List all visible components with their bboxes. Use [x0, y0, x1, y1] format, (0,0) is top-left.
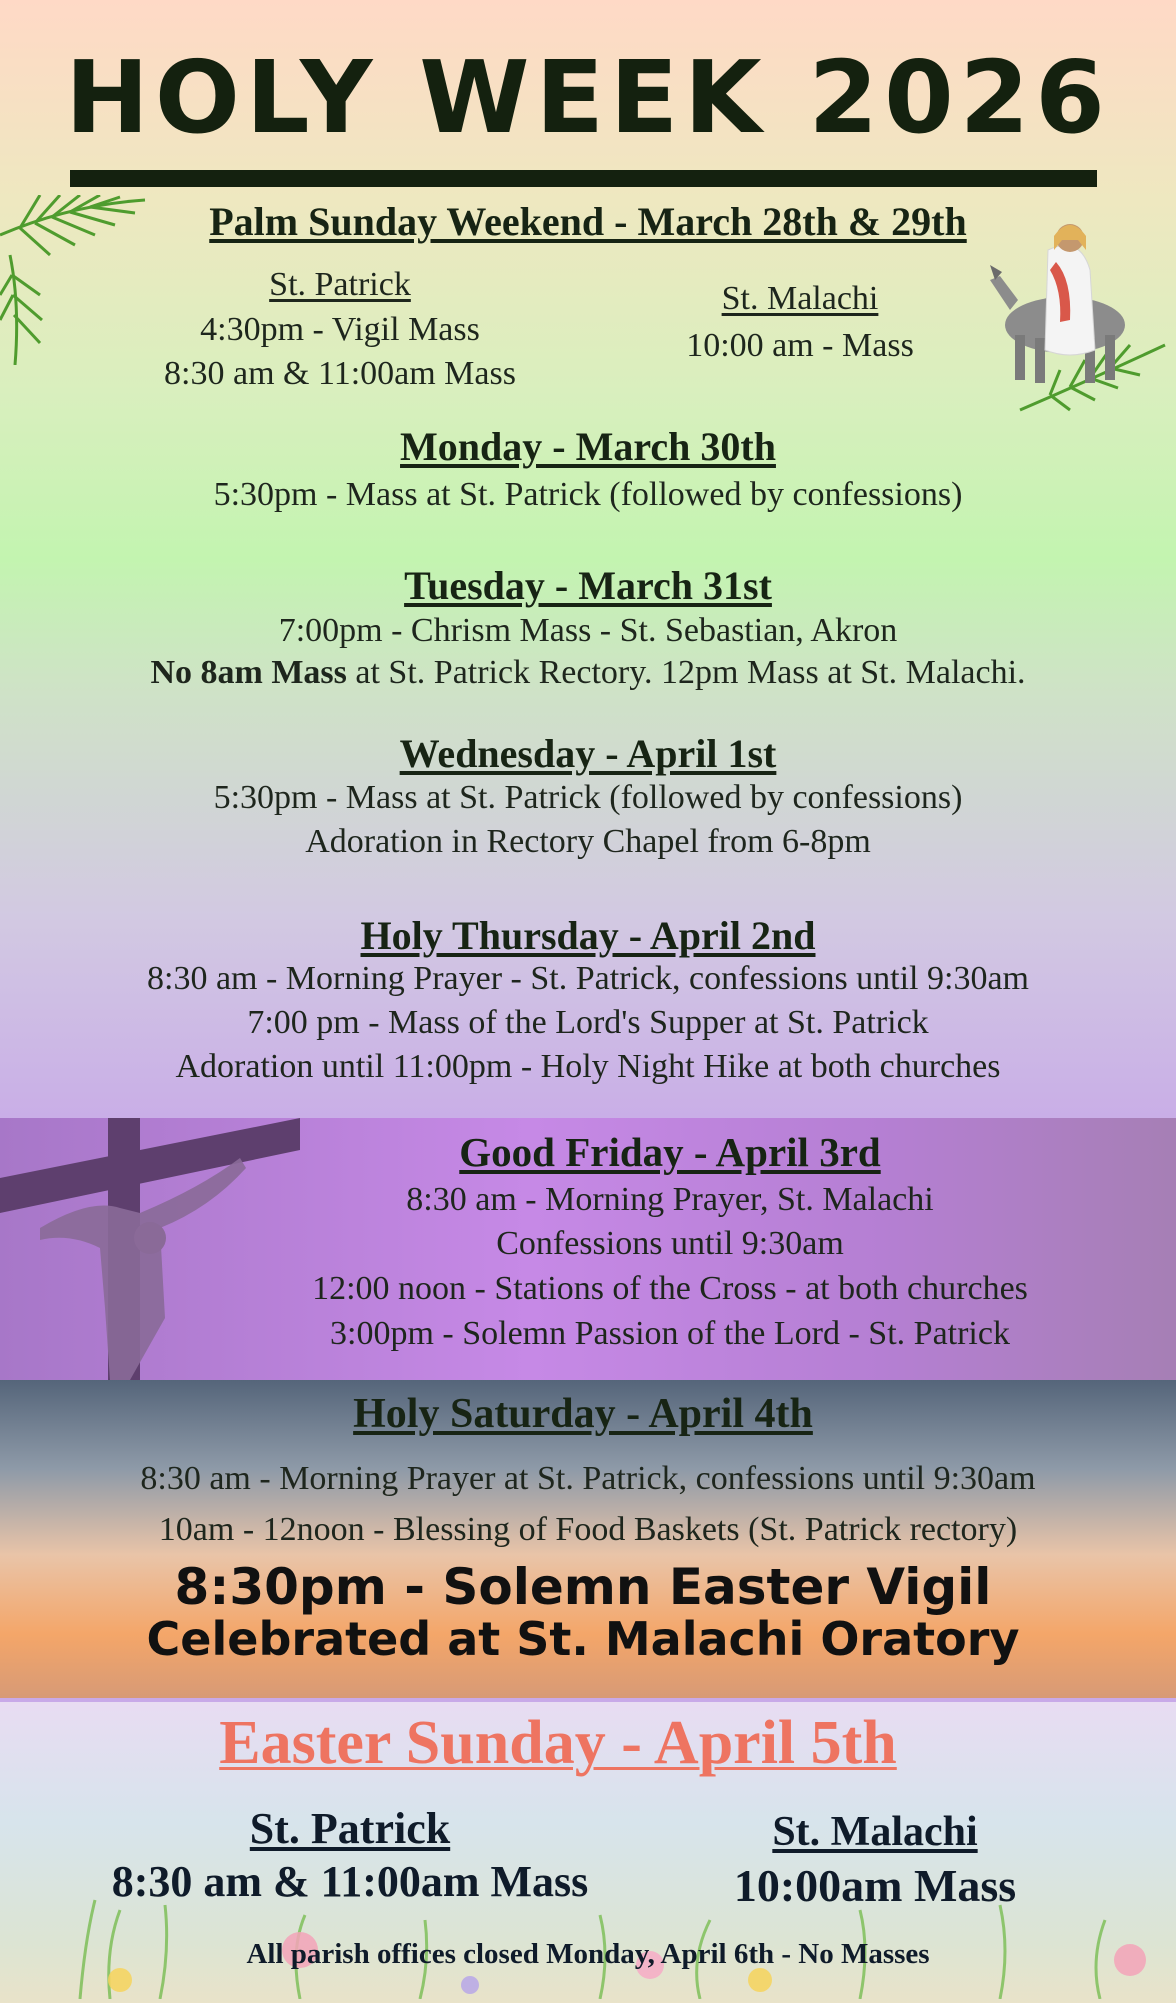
holy-saturday-line-2: 10am - 12noon - Blessing of Food Baskets (St. Patrick rectory) — [158, 1511, 1018, 1548]
title-divider — [70, 170, 1097, 187]
monday-line-1: 5:30pm - Mass at St. Patrick (followed by confessions) — [213, 476, 963, 513]
good-friday-line-4: 3:00pm - Solemn Passion of the Lord - St. Patrick — [330, 1315, 1010, 1352]
wednesday-line-2: Adoration in Rectory Chapel from 6-8pm — [305, 823, 871, 860]
palm-sunday-heading: Palm Sunday Weekend - March 28th & 29th — [209, 199, 967, 244]
wednesday-heading: Wednesday - April 1st — [399, 731, 777, 776]
palm-sunday-st-patrick-masses: 8:30 am & 11:00am Mass — [164, 355, 516, 392]
good-friday-line-3: 12:00 noon - Stations of the Cross - at both churches — [312, 1270, 1028, 1307]
holy-saturday-heading: Holy Saturday - April 4th — [353, 1391, 813, 1437]
tuesday-line-2 — [0, 654, 1176, 692]
holy-thursday-line-3: Adoration until 11:00pm - Holy Night Hike at both churches — [175, 1048, 1001, 1085]
good-friday-line-2: Confessions until 9:30am — [496, 1225, 844, 1262]
easter-st-malachi-name: St. Malachi — [772, 1809, 978, 1855]
wednesday-line-1: 5:30pm - Mass at St. Patrick (followed by confessions) — [213, 779, 963, 816]
holy-thursday-line-1: 8:30 am - Morning Prayer - St. Patrick, confessions until 9:30am — [147, 960, 1029, 997]
tuesday-line-2-rest: at St. Patrick Rectory. 12pm Mass at St. Malachi. — [346, 654, 1026, 691]
easter-st-malachi-mass: 10:00am Mass — [733, 1860, 1017, 1911]
holy-thursday-heading: Holy Thursday - April 2nd — [360, 913, 816, 958]
palm-sunday-st-malachi-mass: 10:00 am - Mass — [686, 327, 914, 364]
tuesday-heading: Tuesday - March 31st — [404, 563, 772, 608]
palm-sunday-st-malachi-name: St. Malachi — [721, 280, 879, 317]
easter-st-patrick-masses: 8:30 am & 11:00am Mass — [111, 1857, 589, 1906]
holy-saturday-line-1: 8:30 am - Morning Prayer at St. Patrick, confessions until 9:30am — [140, 1460, 1036, 1497]
holy-saturday-vigil-location: Celebrated at St. Malachi Oratory — [146, 1612, 1020, 1666]
page-title: HOLY WEEK 2026 — [65, 39, 1111, 156]
good-friday-heading: Good Friday - April 3rd — [459, 1129, 881, 1175]
holy-thursday-line-2: 7:00 pm - Mass of the Lord's Supper at St. Patrick — [247, 1004, 929, 1041]
good-friday-line-1: 8:30 am - Morning Prayer, St. Malachi — [406, 1181, 934, 1218]
palm-sunday-st-patrick-vigil: 4:30pm - Vigil Mass — [200, 311, 480, 348]
palm-sunday-st-patrick-name: St. Patrick — [269, 266, 411, 303]
monday-heading: Monday - March 30th — [400, 424, 776, 469]
easter-st-patrick-name: St. Patrick — [249, 1804, 451, 1853]
easter-sunday-heading: Easter Sunday - April 5th — [219, 1709, 897, 1777]
tuesday-line-2-bold: No 8am Mass — [150, 654, 347, 691]
easter-footer-notice: All parish offices closed Monday, April 6th - No Masses — [246, 1938, 930, 1970]
tuesday-line-1: 7:00pm - Chrism Mass - St. Sebastian, Akron — [278, 612, 898, 649]
holy-saturday-vigil-line: 8:30pm - Solemn Easter Vigil — [174, 1558, 992, 1616]
